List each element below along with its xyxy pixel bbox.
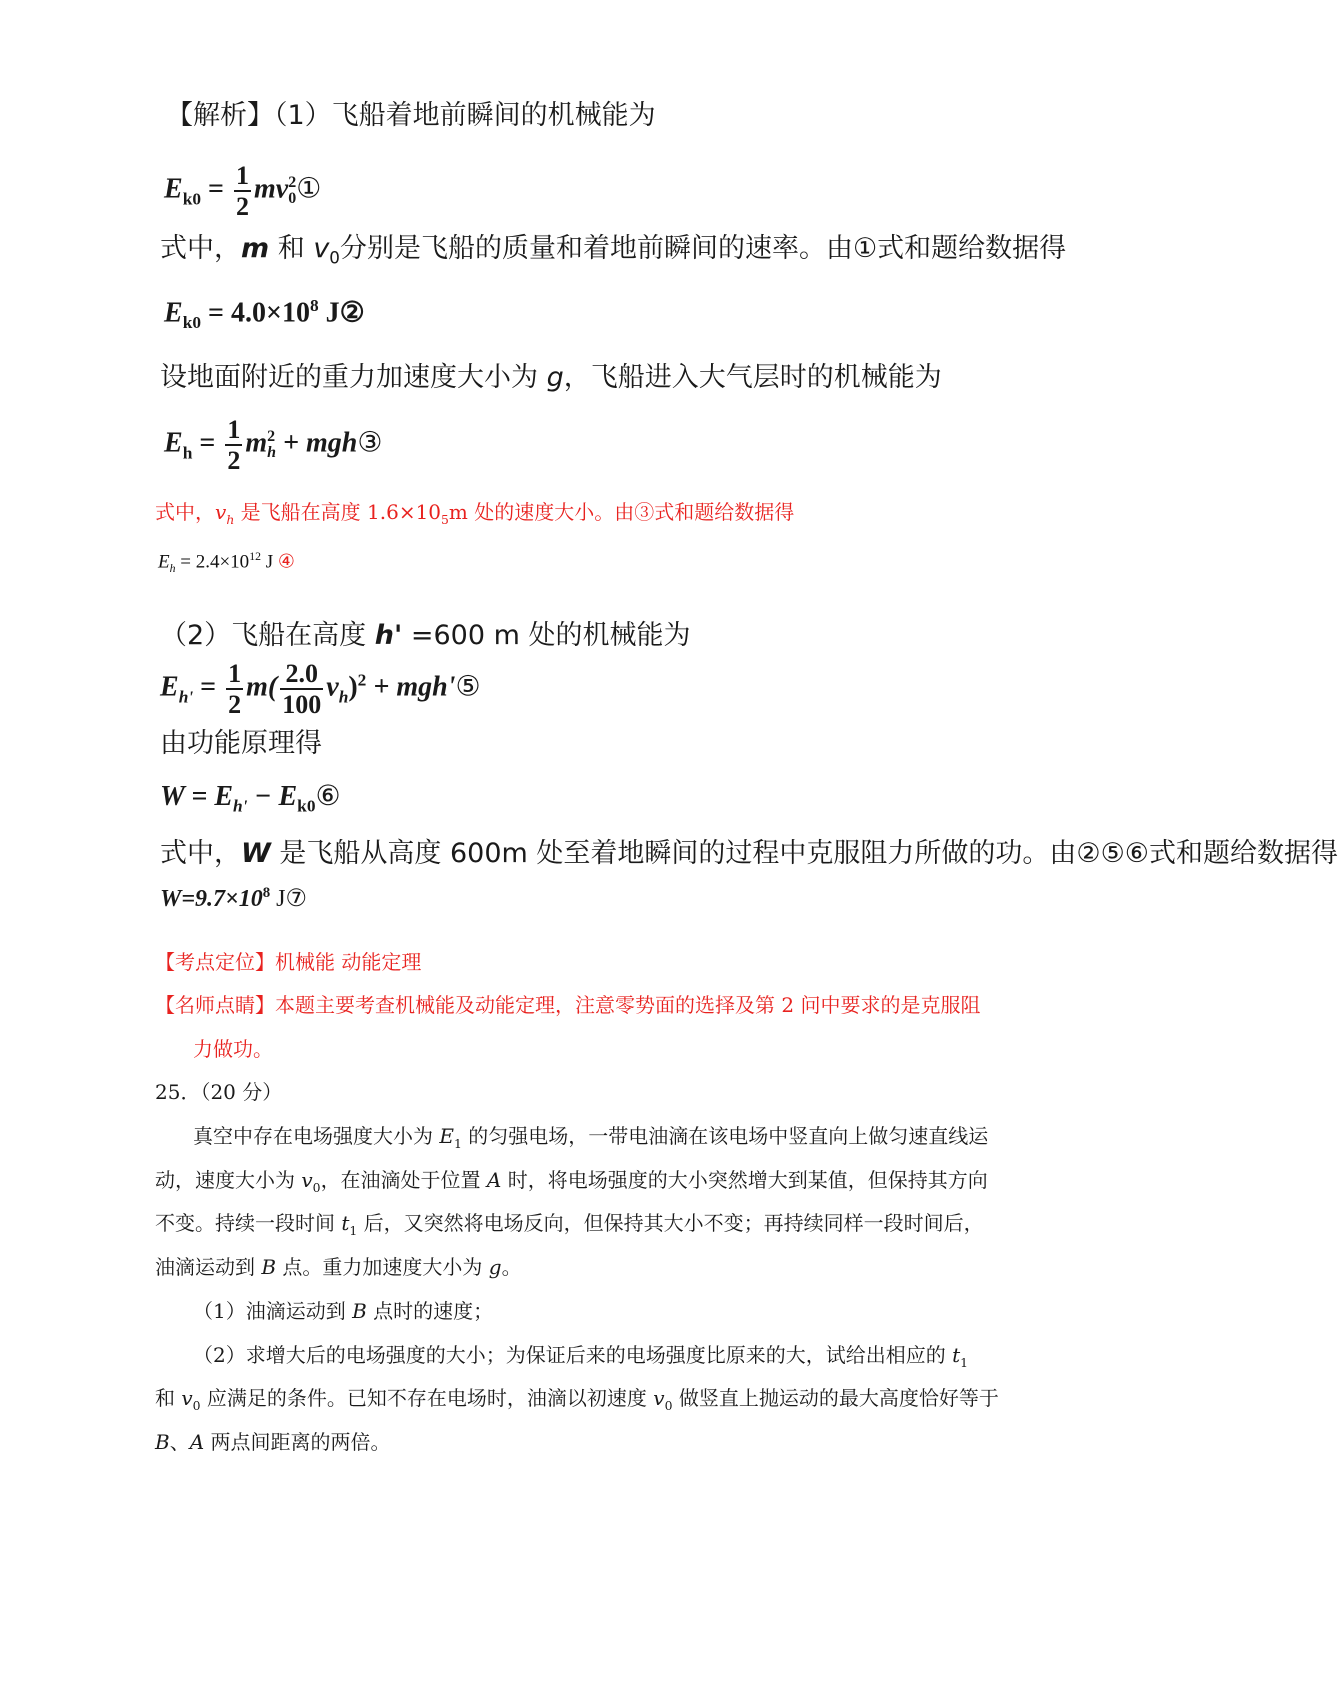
eq3-denominator: 2 — [227, 446, 241, 476]
question-2-line-3 — [155, 1430, 391, 1454]
eq1-fraction — [234, 162, 251, 221]
eq5-rest: + mgh' — [366, 671, 456, 703]
line2-v-sub: 0 — [329, 247, 340, 268]
eq7-exponent: 8 — [262, 885, 271, 901]
p4-g: g — [488, 1255, 502, 1279]
question-2-line-2 — [155, 1386, 999, 1414]
eq5-inner-fraction — [280, 660, 323, 719]
eq2-exponent: 8 — [309, 296, 319, 315]
eq3-marker: ③ — [357, 427, 383, 459]
equation-1 — [164, 162, 321, 221]
part2-heading — [160, 620, 690, 652]
red-line-v: v — [215, 500, 227, 524]
eq5-lhs-sub: h' — [178, 687, 194, 707]
eq6-rhs: = E — [184, 781, 234, 812]
eq1-v: v — [275, 173, 289, 205]
eq3-numerator: 1 — [227, 415, 241, 444]
eq5-fraction — [226, 660, 243, 719]
part2-heading-b: =600 m 处的机械能为 — [402, 620, 691, 651]
line2-v: v — [313, 233, 330, 264]
line-w-text-a: 式中， — [160, 838, 241, 869]
eq1-denominator: 2 — [236, 192, 249, 222]
problem-line-2 — [155, 1168, 988, 1196]
eq3-equals: = — [199, 427, 216, 459]
p4-text-a: 油滴运动到 — [155, 1255, 262, 1279]
eq3-sub: h — [267, 444, 276, 462]
p4-text-c: 。 — [501, 1255, 522, 1279]
q3-v-sub: 0 — [192, 1398, 201, 1413]
p1-E-sub: 1 — [453, 1136, 462, 1151]
eq1-lhs-sub: k0 — [182, 189, 202, 209]
p3-t-sub: 1 — [349, 1223, 358, 1238]
red-line-v-sub: h — [226, 512, 235, 527]
q3-v: v — [181, 1386, 193, 1410]
mingshi-text-2: 力做功。 — [193, 1037, 273, 1061]
question-1 — [193, 1299, 493, 1323]
red-line-text-c: m 处的速度大小。由③式和题给数据得 — [448, 500, 795, 524]
red-line-text-a: 式中， — [155, 500, 215, 524]
q3-text-a: 和 — [155, 1386, 182, 1410]
mingshi-line-1 — [155, 993, 980, 1017]
eq1-numerator: 1 — [236, 161, 249, 190]
eq5-inner-numerator: 2.0 — [285, 659, 318, 688]
p4-B: B — [261, 1255, 277, 1279]
eq1-m: m — [254, 173, 276, 205]
p2-A: A — [486, 1168, 502, 1192]
eq2-lhs-sub: k0 — [182, 312, 202, 332]
q3-v2: v — [653, 1386, 665, 1410]
p1-E: E — [439, 1124, 454, 1148]
eq3-lhs-sub: h — [182, 443, 193, 463]
mingshi-line-2 — [193, 1037, 273, 1061]
analysis-line-3 — [160, 362, 942, 394]
eq1-equals: = — [208, 173, 224, 205]
q4-A: A — [189, 1430, 205, 1454]
eq4-lhs-sub: h — [169, 562, 176, 576]
p1-text-a: 真空中存在电场强度大小为 — [193, 1124, 440, 1148]
p2-text-a: 动，速度大小为 — [155, 1168, 302, 1192]
eq4-marker: ④ — [277, 551, 295, 573]
eq6-sub2: k0 — [297, 796, 316, 816]
analysis-line-work — [160, 838, 1338, 870]
eq5-numerator: 1 — [228, 659, 242, 688]
eq7-text: W=9.7×10 — [160, 886, 263, 912]
red-line-sub5: 5 — [441, 512, 449, 527]
q3-v2-sub: 0 — [664, 1398, 673, 1413]
eq4-rhs: = 2.4×10 — [175, 551, 250, 573]
eq1-marker: ① — [296, 173, 322, 205]
analysis-heading-text: 【解析】（1）飞船着地前瞬间的机械能为 — [166, 100, 656, 131]
analysis-line-2 — [160, 233, 1066, 267]
red-line-text-b: 是飞船在高度 1.6×10 — [234, 500, 442, 524]
eq6-marker: ⑥ — [315, 781, 341, 812]
p2-v: v — [301, 1168, 313, 1192]
p3-t: t — [341, 1211, 350, 1235]
p4-text-b: 点。重力加速度大小为 — [276, 1255, 489, 1279]
equation-4 — [158, 550, 295, 576]
analysis-heading — [166, 100, 656, 132]
problem-number — [155, 1080, 282, 1104]
line3-text-b: ，飞船进入大气层时的机械能为 — [563, 362, 942, 393]
eq5-m: m( — [246, 671, 278, 703]
q1-text-a: （1）油滴运动到 — [193, 1299, 353, 1323]
eq3-m: m — [245, 427, 268, 459]
p3-text-b: 后，又突然将电场反向，但保持其大小不变；再持续同样一段时间后， — [357, 1211, 984, 1235]
eq5-sup: 2 — [357, 670, 367, 690]
p2-v-sub: 0 — [312, 1180, 321, 1195]
analysis-line-function — [160, 728, 322, 760]
p3-text-a: 不变。持续一段时间 — [155, 1211, 342, 1235]
line3-text-a: 设地面附近的重力加速度大小为 — [160, 362, 547, 393]
q2-text-a: （2）求增大后的电场强度的大小；为保证后来的电场强度比原来的大，试给出相应的 — [193, 1343, 953, 1367]
equation-3 — [164, 416, 382, 475]
eq4-exponent: 12 — [249, 550, 261, 563]
problem-line-1 — [193, 1124, 988, 1152]
problem-line-4 — [155, 1255, 522, 1279]
line2-m: m — [241, 233, 270, 264]
eq5-denominator: 2 — [228, 690, 242, 720]
eq4-lhs: E — [158, 551, 170, 573]
eq1-lhs: E — [164, 173, 183, 205]
eq7-unit: J⑦ — [270, 886, 307, 912]
eq5-marker: ⑤ — [455, 671, 481, 703]
line2-text-c: 分别是飞船的质量和着地前瞬间的速率。由①式和题给数据得 — [339, 233, 1067, 264]
kaodian-text: 【考点定位】机械能 动能定理 — [155, 950, 422, 974]
mingshi-text-1: 【名师点睛】本题主要考查机械能及动能定理，注意零势面的选择及第 2 问中要求的是克服阻 — [155, 993, 981, 1017]
q4-text-b: 两点间距离的两倍。 — [204, 1430, 391, 1454]
eq3-fraction — [225, 416, 242, 475]
eq5-v: v — [326, 671, 339, 703]
q2-t: t — [952, 1343, 961, 1367]
eq3-lhs: E — [164, 427, 183, 459]
eq1-v-sup: 2 — [288, 174, 297, 192]
problem-number-text: 25．（20 分） — [155, 1080, 283, 1104]
p2-text-c: 时，将电场强度的大小突然增大到某值，但保持其方向 — [501, 1168, 988, 1192]
eq5-equals: = — [200, 671, 217, 703]
p2-text-b: ，在油滴处于位置 — [320, 1168, 487, 1192]
equation-5 — [160, 660, 481, 719]
equation-2 — [164, 296, 365, 334]
line-w-W: W — [241, 838, 271, 869]
equation-6 — [160, 780, 341, 817]
eq2-rhs: = 4.0×10 — [201, 297, 310, 329]
eq5-inner-denominator: 100 — [282, 690, 322, 720]
line2-text-b: 和 — [269, 233, 314, 264]
eq3-sup: 2 — [267, 428, 276, 446]
q3-text-c: 做竖直上抛运动的最大高度恰好等于 — [672, 1386, 999, 1410]
line2-text-a: 式中， — [160, 233, 241, 264]
line-w-text-b: 是飞船从高度 600m 处至着地瞬间的过程中克服阻力所做的功。由②⑤⑥式和题给数据得 — [270, 838, 1338, 869]
eq5-v-sub: h — [338, 687, 349, 707]
eq5-lhs: E — [160, 671, 179, 703]
q4-text-a: 、 — [169, 1430, 190, 1454]
q1-B: B — [352, 1299, 367, 1323]
analysis-red-line — [155, 500, 794, 528]
line3-g: g — [546, 362, 564, 393]
part2-h: h' — [374, 620, 403, 651]
line-func-text: 由功能原理得 — [160, 728, 322, 759]
q2-t-sub: 1 — [960, 1355, 969, 1370]
q4-B: B — [155, 1430, 170, 1454]
part2-heading-a: （2）飞船在高度 — [160, 620, 375, 651]
eq5-close: ) — [348, 671, 358, 703]
eq6-lhs: W — [160, 781, 185, 812]
eq2-lhs: E — [164, 297, 183, 329]
eq1-v-sub: 0 — [288, 190, 297, 208]
q3-text-b: 应满足的条件。已知不存在电场时，油滴以初速度 — [200, 1386, 654, 1410]
equation-7 — [160, 885, 307, 914]
eq6-sub1: h' — [233, 796, 248, 816]
eq4-unit: J — [260, 551, 274, 573]
eq2-unit: J② — [318, 297, 365, 329]
eq6-minus: − E — [247, 781, 298, 812]
p1-text-b: 的匀强电场，一带电油滴在该电场中竖直向上做匀速直线运 — [461, 1124, 989, 1148]
q1-text-b: 点时的速度； — [366, 1299, 494, 1323]
problem-line-3 — [155, 1211, 984, 1239]
eq3-scripts — [267, 429, 276, 461]
question-2 — [193, 1343, 968, 1371]
eq3-rest: + mgh — [276, 427, 358, 459]
kaodian-line — [155, 950, 421, 974]
